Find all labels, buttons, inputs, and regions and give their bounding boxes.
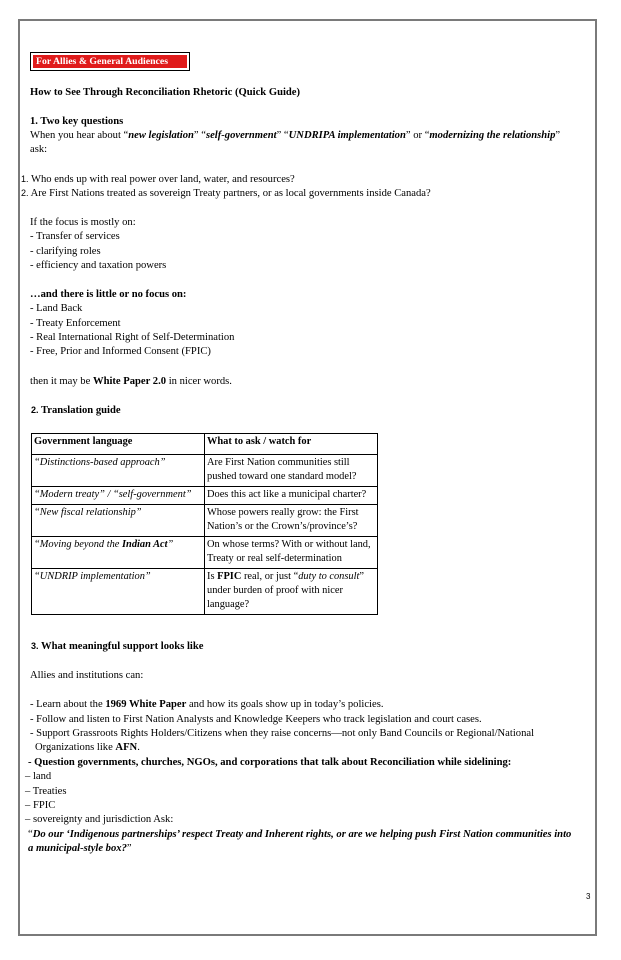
- support-item: - Follow and listen to First Nation Analysts and Knowledge Keepers who track legislation and court cases.: [30, 714, 482, 725]
- table-cell-government: “Modern treaty” / “self-government”: [32, 487, 205, 505]
- cell-text: real, or just “: [241, 571, 299, 582]
- conclusion-text: then it may be: [30, 376, 93, 387]
- closing-question-text: a municipal-style box?: [28, 843, 127, 854]
- table-cell-government: [32, 537, 205, 569]
- intro-text: ” “: [276, 130, 289, 141]
- section-number: 2.: [31, 405, 39, 415]
- focus-item: - Transfer of services: [30, 231, 120, 242]
- closing-question-text: Do our ‘Indigenous partnerships’ respect Treaty and Inherent rights, or are we helping push First Nation communities into: [32, 829, 572, 840]
- sidelined-item: – sovereignty and jurisdiction Ask:: [25, 814, 174, 825]
- support-text: .: [137, 742, 140, 753]
- white-paper-1969-term: 1969 White Paper: [105, 699, 187, 710]
- intro-text: ” “: [193, 130, 206, 141]
- support-item-continued: [35, 742, 140, 753]
- table-cell-ask: Whose powers really grow: the First Nation’s or the Crown’s/province’s?: [205, 505, 378, 537]
- table-cell-ask: Are First Nation communities still pushed toward one standard model?: [205, 455, 378, 487]
- page-number: 3: [586, 892, 591, 901]
- document-title: How to See Through Reconciliation Rhetoric (Quick Guide): [30, 87, 301, 98]
- intro-text: ” or “: [405, 130, 430, 141]
- focus-item: - efficiency and taxation powers: [30, 260, 167, 271]
- afn-term: AFN: [115, 742, 138, 753]
- support-text: - Learn about the: [30, 699, 106, 710]
- table-header-row: [32, 434, 378, 455]
- question-orgs-item: - Question governments, churches, NGOs, and corporations that talk about Reconciliation while sidelining:: [28, 757, 512, 768]
- closing-question: [28, 829, 571, 840]
- intro-text: When you hear about “: [30, 130, 129, 141]
- little-focus-item: - Treaty Enforcement: [30, 318, 121, 329]
- quote-mark: ”: [126, 843, 132, 854]
- translation-table: [31, 433, 378, 615]
- support-text: and how its goals show up in today’s policies.: [186, 699, 384, 710]
- section1-intro-ask: ask:: [30, 144, 48, 155]
- term-modernizing: modernizing the relationship: [429, 130, 556, 141]
- duty-to-consult-term: duty to consult: [298, 571, 360, 582]
- table-cell-government: “Distinctions-based approach”: [32, 455, 205, 487]
- indian-act-term: Indian Act: [122, 539, 168, 550]
- question-number: 1.: [21, 174, 29, 184]
- table-cell-ask: Does this act like a municipal charter?: [205, 487, 378, 505]
- section-title: Translation guide: [40, 405, 121, 416]
- closing-question-continued: [28, 843, 132, 854]
- section1-conclusion: [30, 376, 232, 387]
- table-row: [32, 537, 378, 569]
- table-header: What to ask / watch for: [205, 434, 378, 455]
- sidelined-item: – FPIC: [25, 800, 56, 811]
- table-cell-government: “New fiscal relationship”: [32, 505, 205, 537]
- sidelined-item: – Treaties: [25, 786, 67, 797]
- sidelined-item: – land: [25, 771, 52, 782]
- fpic-term: FPIC: [217, 571, 242, 582]
- audience-tag: [30, 52, 190, 71]
- cell-text: ” under burden of proof with nicer language?: [207, 571, 365, 610]
- table-cell-ask: [205, 569, 378, 615]
- term-undripa: UNDRIPA implementation: [288, 130, 406, 141]
- table-row: [32, 569, 378, 615]
- little-focus-item: - Land Back: [30, 303, 83, 314]
- section1-heading: 1. Two key questions: [30, 116, 124, 127]
- focus-intro: If the focus is mostly on:: [30, 217, 136, 228]
- question-text: Are First Nations treated as sovereign Treaty partners, or as local governments inside Canada?: [30, 188, 431, 199]
- table-row: [32, 455, 378, 487]
- little-focus-item: - Real International Right of Self-Determination: [30, 332, 235, 343]
- section3-heading: [31, 641, 203, 652]
- table-cell-ask: On whose terms? With or without land, Treaty or real self-determination: [205, 537, 378, 569]
- section1-intro: [30, 130, 560, 141]
- section-title: What meaningful support looks like: [40, 641, 204, 652]
- cell-text: “Moving beyond the: [34, 539, 123, 550]
- table-header: Government language: [32, 434, 205, 455]
- question-number: 2.: [21, 188, 29, 198]
- focus-item: - clarifying roles: [30, 246, 101, 257]
- little-focus-heading: …and there is little or no focus on:: [30, 289, 187, 300]
- question-item: [21, 188, 431, 199]
- support-item: - Support Grassroots Rights Holders/Citizens when they raise concerns—not only Band Councils or Regional/National: [30, 728, 535, 739]
- question-text: Who ends up with real power over land, water, and resources?: [30, 174, 295, 185]
- white-paper-term: White Paper 2.0: [92, 376, 167, 387]
- section-number: 3.: [31, 641, 39, 651]
- table-cell-government: “UNDRIP implementation”: [32, 569, 205, 615]
- cell-text: Is: [207, 571, 218, 582]
- table-row: [32, 505, 378, 537]
- audience-tag-label: For Allies & General Audiences: [33, 55, 187, 68]
- support-item: [30, 699, 383, 710]
- cell-text: ”: [167, 539, 174, 550]
- question-item: [21, 174, 295, 185]
- section3-intro: Allies and institutions can:: [30, 670, 144, 681]
- little-focus-item: - Free, Prior and Informed Consent (FPIC): [30, 346, 211, 357]
- term-new-legislation: new legislation: [128, 130, 194, 141]
- term-self-government: self-government: [205, 130, 277, 141]
- section2-heading: [31, 405, 121, 416]
- table-row: [32, 487, 378, 505]
- conclusion-text: in nicer words.: [166, 376, 232, 387]
- intro-text: ”: [555, 130, 561, 141]
- support-text: Organizations like: [35, 742, 116, 753]
- quote-mark: “: [28, 829, 33, 840]
